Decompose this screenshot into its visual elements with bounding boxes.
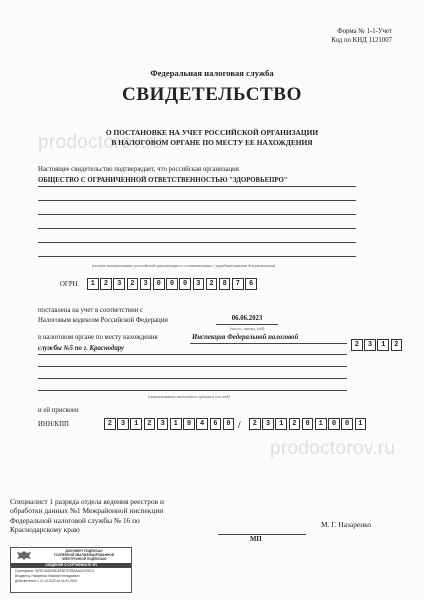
- agency-name: Федеральная налоговая служба: [150, 68, 274, 78]
- kpp-digit: 0: [302, 418, 314, 430]
- ogrn-cells: [87, 278, 258, 290]
- ogrn-digit: 3: [140, 278, 152, 290]
- ogrn-digit: 0: [153, 278, 165, 290]
- authority-name-line-2: службы №5 по г. Краснодару: [38, 345, 125, 352]
- inn-digit: 2: [104, 418, 116, 430]
- blank-line: [38, 366, 347, 367]
- authority-underline: [190, 343, 347, 344]
- ogrn-label: ОГРН: [60, 281, 78, 288]
- ogrn-digit: 1: [87, 278, 99, 290]
- ogrn-digit: 3: [113, 278, 125, 290]
- e-signature-heading-1: ДОКУМЕНТ ПОДПИСАН: [65, 549, 103, 553]
- inn-digit: 2: [144, 418, 156, 430]
- organization-name: ОБЩЕСТВО С ОГРАНИЧЕННОЙ ОТВЕТСТВЕННОСТЬЮ "ЗДОРОВЬЕПРО": [38, 177, 288, 184]
- ogrn-digit: 2: [127, 278, 139, 290]
- form-number: Форма № 1-1-Учет: [337, 28, 392, 35]
- inn-digit: 3: [157, 418, 169, 430]
- signatory-position: [10, 497, 164, 535]
- ogrn-digit: 2: [206, 278, 218, 290]
- date-caption: (число, месяц, год): [229, 326, 265, 331]
- subtitle-line-2: В НАЛОГОВОМ ОРГАНЕ ПО МЕСТУ ЕЕ НАХОЖДЕНИЯ: [111, 138, 313, 147]
- inn-cells: [104, 418, 236, 430]
- form-header: [331, 28, 392, 45]
- inn-digit: 9: [183, 418, 195, 430]
- kpp-digit: 1: [355, 418, 367, 430]
- inn-digit: 3: [117, 418, 129, 430]
- knd-code: Код по КНД 1121007: [331, 36, 392, 44]
- inn-kpp-separator: /: [238, 420, 241, 430]
- registration-line-1: поставлена на учет в соответствии с: [38, 307, 144, 314]
- blank-line: [38, 200, 356, 201]
- ogrn-digit: 0: [166, 278, 178, 290]
- assigned-text: и ей присвоен: [38, 407, 79, 414]
- blank-line: [38, 390, 347, 391]
- certificate-row: Сертификат: 01F6C3A8003DAF5E7E3B2A4A21976C3: [15, 569, 95, 573]
- authority-code-digit: 3: [364, 339, 376, 351]
- signatory-line-3: Федеральной налоговой службы № 16 по: [10, 515, 140, 525]
- blank-line: [38, 242, 356, 243]
- authority-underline: [38, 354, 347, 355]
- org-name-caption: (полное наименование российской организации в соответствии с учредительными документами): [92, 263, 276, 268]
- kpp-digit: 1: [315, 418, 327, 430]
- blank-line: [38, 378, 347, 379]
- e-signature-heading: [39, 550, 129, 561]
- ogrn-digit: 2: [100, 278, 112, 290]
- owner-row: Владелец: Назаренко Максим Геннадьевич: [15, 574, 80, 578]
- ogrn-digit: 7: [232, 278, 244, 290]
- intro-text: Настоящее свидетельство подтверждает, что российская организация: [38, 166, 239, 173]
- signatory-line-2: обработки данных №1 Межрайонной инспекции: [10, 506, 164, 516]
- blank-line: [38, 256, 356, 257]
- authority-code-digit: 1: [377, 339, 389, 351]
- kpp-digit: 2: [289, 418, 301, 430]
- inn-digit: 1: [130, 418, 142, 430]
- kpp-digit: 0: [341, 418, 353, 430]
- authority-name-line-1: Инспекция Федеральной налоговой: [192, 334, 299, 341]
- e-signature-band: СВЕДЕНИЯ О СЕРТИФИКАТЕ ЭП: [11, 563, 131, 568]
- signatory-line-4: Краснодарскому краю: [10, 525, 80, 535]
- registration-line-2: Налоговым кодексом Российской Федерации: [38, 317, 168, 324]
- authority-code-cells: [351, 339, 404, 351]
- authority-caption: (наименование налогового органа и его код): [148, 394, 230, 399]
- location-prefix: в налоговом органе по месту нахождения: [38, 334, 158, 341]
- kpp-digit: 0: [328, 418, 340, 430]
- ogrn-digit: 6: [245, 278, 257, 290]
- inn-digit: 1: [170, 418, 182, 430]
- e-signature-heading-2: УСИЛЕННОЙ КВАЛИФИЦИРОВАННОЙ: [53, 552, 115, 557]
- e-signature-heading-3: ЭЛЕКТРОННОЙ ПОДПИСЬЮ: [61, 556, 107, 561]
- e-signature-block: [10, 547, 132, 593]
- watermark-bottom: prodoctorov.ru: [270, 438, 396, 459]
- subtitle-line-1: О ПОСТАНОВКЕ НА УЧЕТ РОССИЙСКОЙ ОРГАНИЗАЦИИ: [105, 128, 319, 137]
- inn-kpp-label: ИНН/КПП: [38, 421, 69, 428]
- kpp-digit: 3: [262, 418, 274, 430]
- ogrn-digit: 0: [179, 278, 191, 290]
- signatory-line-1: Специалист 1 разряда отдела ведения реестров и: [10, 497, 164, 506]
- validity-row: Действителен: с 11.10.2022 по 04.01.2024: [15, 579, 77, 583]
- emblem-icon: [15, 550, 33, 561]
- date-underline: [216, 324, 278, 325]
- watermark-top: prodoctorov.ru: [38, 132, 164, 153]
- blank-line: [38, 228, 356, 229]
- org-name-underline: [38, 186, 356, 187]
- kpp-cells: [249, 418, 368, 430]
- inn-digit: 0: [223, 418, 235, 430]
- kpp-digit: 2: [249, 418, 261, 430]
- registration-date: 06.06.2023: [231, 315, 263, 322]
- blank-line: [38, 214, 356, 215]
- authority-code-digit: 2: [391, 339, 403, 351]
- ogrn-digit: 3: [193, 278, 205, 290]
- stamp-label: МП: [250, 536, 262, 543]
- signature-line: [218, 534, 306, 535]
- inn-digit: 4: [196, 418, 208, 430]
- ogrn-digit: 8: [219, 278, 231, 290]
- inn-digit: 6: [210, 418, 222, 430]
- kpp-digit: 1: [275, 418, 287, 430]
- authority-code-digit: 2: [351, 339, 363, 351]
- signatory-name: М. Г. Назаренко: [321, 520, 372, 529]
- page-title: СВИДЕТЕЛЬСТВО: [122, 84, 302, 105]
